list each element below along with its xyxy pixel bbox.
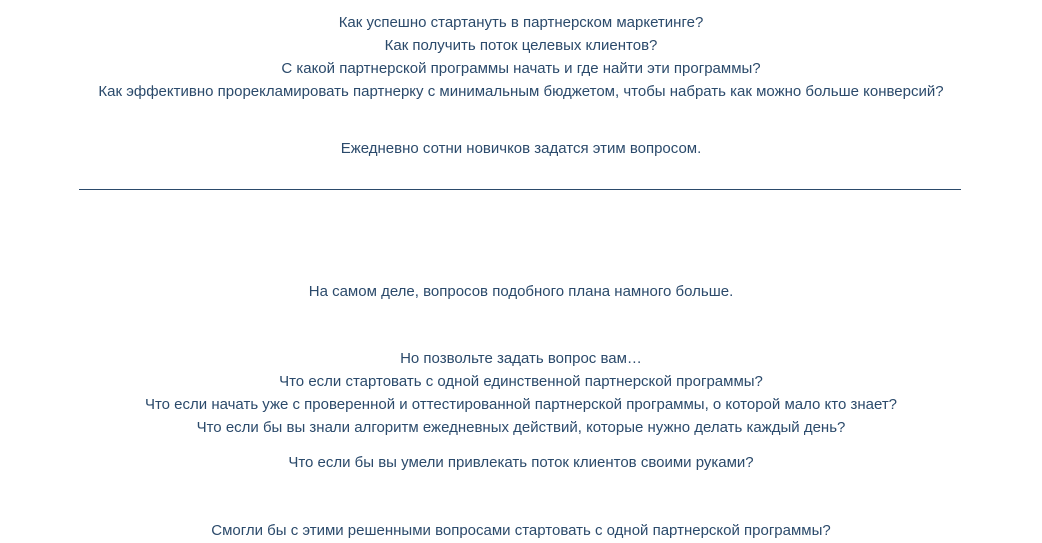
more-statement — [0, 280, 1042, 303]
more-text: На самом деле, вопросов подобного плана намного больше. — [308, 283, 734, 300]
final-text: Смогли бы с этими решенными вопросами стартовать с одной партнерской программы? — [211, 522, 831, 539]
daily-statement — [0, 137, 1042, 160]
intro-line: Как получить поток целевых клиентов? — [384, 37, 658, 54]
skills-text: Что если бы вы умели привлекать поток клиентов своими руками? — [288, 454, 754, 471]
question-list — [0, 347, 1042, 439]
question-line: Что если начать уже с проверенной и оттестированной партнерской программы, о которой мало кто знает? — [144, 396, 898, 413]
skills-question — [0, 451, 1042, 474]
question-line: Но позвольте задать вопрос вам… — [400, 350, 642, 367]
daily-text: Ежедневно сотни новичков задатся этим вопросом. — [340, 140, 702, 157]
intro-line: Как успешно стартануть в партнерском маркетинге? — [338, 14, 704, 31]
intro-line: С какой партнерской программы начать и где найти эти программы? — [281, 60, 761, 77]
separator-line — [0, 174, 1042, 197]
intro-questions — [0, 11, 1042, 103]
question-line: Что если стартовать с одной единственной партнерской программы? — [279, 373, 763, 390]
question-line: Что если бы вы знали алгоритм ежедневных действий, которые нужно делать каждый день? — [196, 419, 846, 436]
final-question — [0, 519, 1042, 542]
divider — [79, 179, 961, 190]
intro-line: Как эффективно прорекламировать партнерку с минимальным бюджетом, чтобы набрать как можно больше конверсий? — [98, 83, 944, 100]
